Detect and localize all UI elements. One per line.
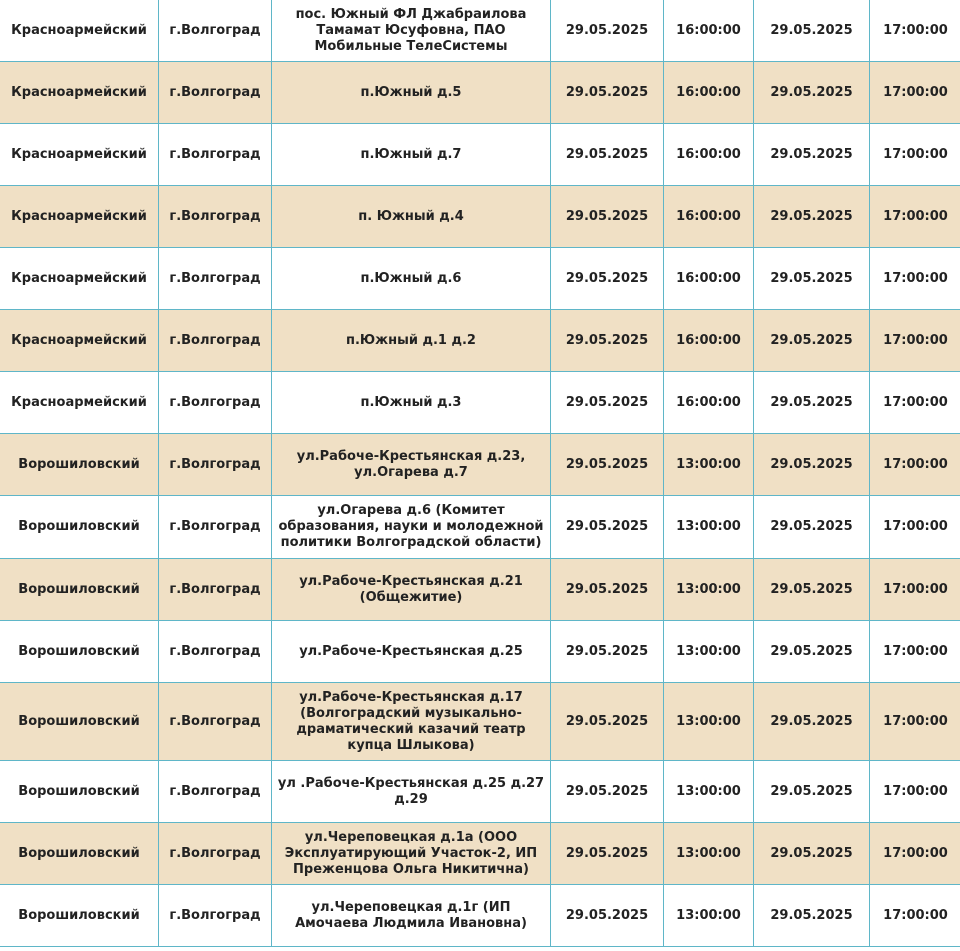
start-date-cell: 29.05.2025 [551, 0, 664, 62]
city-cell: г.Волгоград [159, 0, 272, 62]
end-date-cell: 29.05.2025 [754, 885, 870, 947]
end-date-cell: 29.05.2025 [754, 310, 870, 372]
end-date-cell: 29.05.2025 [754, 248, 870, 310]
city-cell: г.Волгоград [159, 248, 272, 310]
end-time-cell: 17:00:00 [870, 559, 960, 621]
city-cell: г.Волгоград [159, 621, 272, 683]
end-date-cell: 29.05.2025 [754, 434, 870, 496]
start-time-cell: 13:00:00 [664, 823, 754, 885]
end-time-cell: 17:00:00 [870, 496, 960, 559]
start-date-cell: 29.05.2025 [551, 761, 664, 823]
start-time-cell: 13:00:00 [664, 434, 754, 496]
start-time-cell: 16:00:00 [664, 124, 754, 186]
end-date-cell: 29.05.2025 [754, 761, 870, 823]
table-row [0, 761, 960, 823]
address-cell: п.Южный д.6 [272, 248, 551, 310]
end-time-cell: 17:00:00 [870, 0, 960, 62]
start-date-cell: 29.05.2025 [551, 683, 664, 761]
start-date-cell: 29.05.2025 [551, 310, 664, 372]
district-cell: Ворошиловский [0, 496, 159, 559]
district-cell: Красноармейский [0, 310, 159, 372]
district-cell: Ворошиловский [0, 559, 159, 621]
district-cell: Ворошиловский [0, 434, 159, 496]
address-cell: пос. Южный ФЛ Джабраилова Тамамат Юсуфовна, ПАО Мобильные ТелеСистемы [272, 0, 551, 62]
table-row [0, 0, 960, 62]
start-time-cell: 13:00:00 [664, 683, 754, 761]
address-cell: п.Южный д.1 д.2 [272, 310, 551, 372]
start-date-cell: 29.05.2025 [551, 823, 664, 885]
table-row [0, 559, 960, 621]
end-time-cell: 17:00:00 [870, 434, 960, 496]
city-cell: г.Волгоград [159, 310, 272, 372]
end-date-cell: 29.05.2025 [754, 62, 870, 124]
table-row [0, 434, 960, 496]
start-date-cell: 29.05.2025 [551, 885, 664, 947]
city-cell: г.Волгоград [159, 124, 272, 186]
address-cell: п.Южный д.5 [272, 62, 551, 124]
end-time-cell: 17:00:00 [870, 310, 960, 372]
end-time-cell: 17:00:00 [870, 186, 960, 248]
start-date-cell: 29.05.2025 [551, 621, 664, 683]
city-cell: г.Волгоград [159, 761, 272, 823]
end-date-cell: 29.05.2025 [754, 186, 870, 248]
address-cell: ул .Рабоче-Крестьянская д.25 д.27 д.29 [272, 761, 551, 823]
end-date-cell: 29.05.2025 [754, 372, 870, 434]
start-date-cell: 29.05.2025 [551, 186, 664, 248]
start-time-cell: 13:00:00 [664, 885, 754, 947]
end-time-cell: 17:00:00 [870, 761, 960, 823]
city-cell: г.Волгоград [159, 885, 272, 947]
start-date-cell: 29.05.2025 [551, 559, 664, 621]
address-cell: п.Южный д.3 [272, 372, 551, 434]
end-time-cell: 17:00:00 [870, 124, 960, 186]
district-cell: Красноармейский [0, 124, 159, 186]
table-row [0, 683, 960, 761]
start-date-cell: 29.05.2025 [551, 62, 664, 124]
address-cell: п.Южный д.7 [272, 124, 551, 186]
city-cell: г.Волгоград [159, 62, 272, 124]
end-date-cell: 29.05.2025 [754, 559, 870, 621]
address-cell: ул.Рабоче-Крестьянская д.17 (Волгоградский музыкально-драматический казачий театр купца Шлыкова) [272, 683, 551, 761]
table-row [0, 186, 960, 248]
district-cell: Красноармейский [0, 62, 159, 124]
start-time-cell: 16:00:00 [664, 310, 754, 372]
city-cell: г.Волгоград [159, 683, 272, 761]
end-date-cell: 29.05.2025 [754, 621, 870, 683]
start-date-cell: 29.05.2025 [551, 434, 664, 496]
address-cell: п. Южный д.4 [272, 186, 551, 248]
end-time-cell: 17:00:00 [870, 683, 960, 761]
table-row [0, 248, 960, 310]
start-time-cell: 13:00:00 [664, 559, 754, 621]
start-time-cell: 16:00:00 [664, 0, 754, 62]
city-cell: г.Волгоград [159, 186, 272, 248]
end-time-cell: 17:00:00 [870, 62, 960, 124]
end-time-cell: 17:00:00 [870, 248, 960, 310]
start-date-cell: 29.05.2025 [551, 248, 664, 310]
district-cell: Ворошиловский [0, 683, 159, 761]
end-time-cell: 17:00:00 [870, 621, 960, 683]
start-time-cell: 16:00:00 [664, 186, 754, 248]
table-row [0, 621, 960, 683]
district-cell: Красноармейский [0, 186, 159, 248]
start-date-cell: 29.05.2025 [551, 124, 664, 186]
city-cell: г.Волгоград [159, 823, 272, 885]
address-cell: ул.Огарева д.6 (Комитет образования, науки и молодежной политики Волгоградской области) [272, 496, 551, 559]
district-cell: Ворошиловский [0, 885, 159, 947]
address-cell: ул.Рабоче-Крестьянская д.25 [272, 621, 551, 683]
start-time-cell: 13:00:00 [664, 761, 754, 823]
end-time-cell: 17:00:00 [870, 823, 960, 885]
table-row [0, 62, 960, 124]
start-time-cell: 16:00:00 [664, 62, 754, 124]
address-cell: ул.Рабоче-Крестьянская д.23, ул.Огарева д.7 [272, 434, 551, 496]
table-row [0, 310, 960, 372]
district-cell: Ворошиловский [0, 823, 159, 885]
end-time-cell: 17:00:00 [870, 372, 960, 434]
city-cell: г.Волгоград [159, 559, 272, 621]
district-cell: Красноармейский [0, 372, 159, 434]
city-cell: г.Волгоград [159, 496, 272, 559]
start-time-cell: 16:00:00 [664, 372, 754, 434]
address-cell: ул.Череповецкая д.1г (ИП Амочаева Людмила Ивановна) [272, 885, 551, 947]
district-cell: Ворошиловский [0, 761, 159, 823]
start-date-cell: 29.05.2025 [551, 496, 664, 559]
city-cell: г.Волгоград [159, 434, 272, 496]
table-row [0, 823, 960, 885]
end-date-cell: 29.05.2025 [754, 823, 870, 885]
table-row [0, 372, 960, 434]
end-date-cell: 29.05.2025 [754, 496, 870, 559]
end-date-cell: 29.05.2025 [754, 0, 870, 62]
city-cell: г.Волгоград [159, 372, 272, 434]
district-cell: Красноармейский [0, 0, 159, 62]
table-row [0, 124, 960, 186]
start-time-cell: 16:00:00 [664, 248, 754, 310]
table-row [0, 496, 960, 559]
end-date-cell: 29.05.2025 [754, 124, 870, 186]
start-time-cell: 13:00:00 [664, 496, 754, 559]
address-cell: ул.Череповецкая д.1а (ООО Эксплуатирующий Участок-2, ИП Преженцова Ольга Никитична) [272, 823, 551, 885]
end-date-cell: 29.05.2025 [754, 683, 870, 761]
end-time-cell: 17:00:00 [870, 885, 960, 947]
district-cell: Красноармейский [0, 248, 159, 310]
address-cell: ул.Рабоче-Крестьянская д.21 (Общежитие) [272, 559, 551, 621]
district-cell: Ворошиловский [0, 621, 159, 683]
table-row [0, 885, 960, 947]
start-time-cell: 13:00:00 [664, 621, 754, 683]
start-date-cell: 29.05.2025 [551, 372, 664, 434]
